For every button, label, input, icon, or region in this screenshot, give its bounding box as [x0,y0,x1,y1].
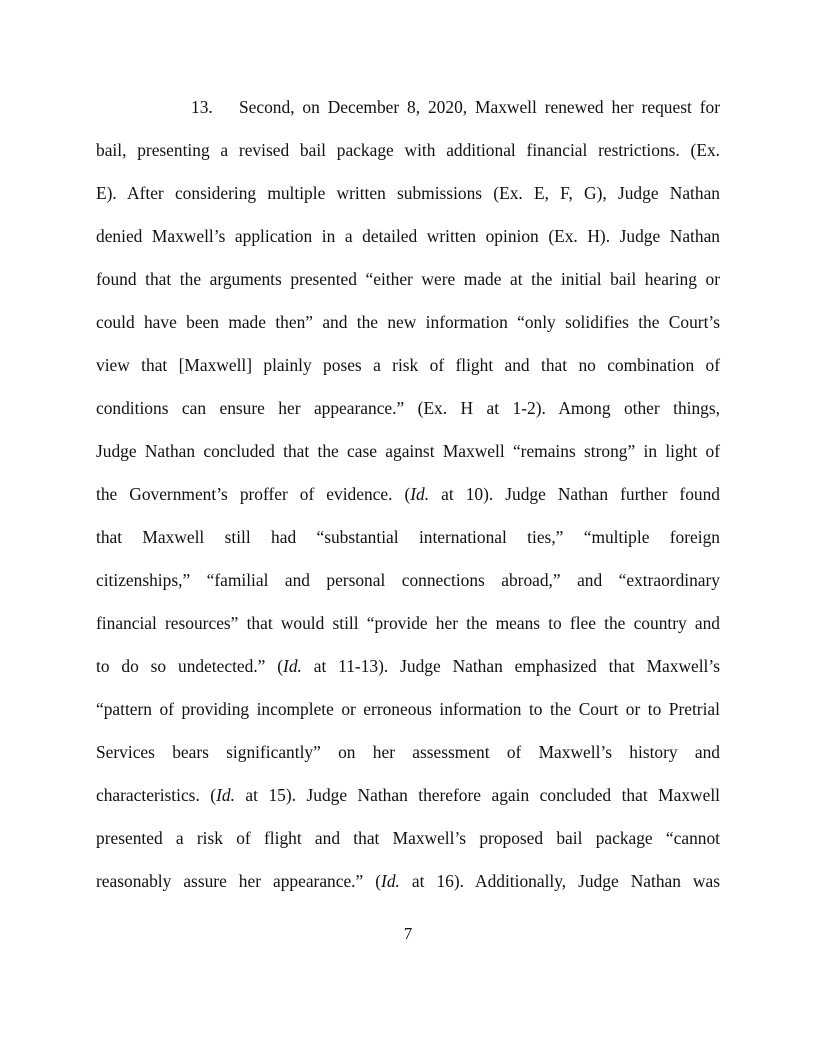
body-line-14: to do so undetected.” (Id. at 11-13). Judge Nathan emphasized that Maxwell’s [96,656,720,676]
body-line-8: conditions can ensure her appearance.” (Ex. H at 1-2). Among other things, [96,398,720,418]
paragraph-number: 13. [191,97,213,117]
body-line-4: denied Maxwell’s application in a detailed written opinion (Ex. H). Judge Nathan [96,226,720,246]
body-line-3: E). After considering multiple written submissions (Ex. E, F, G), Judge Nathan [96,183,720,203]
page-number: 7 [403,924,413,943]
body-line-7: view that [Maxwell] plainly poses a risk of flight and that no combination of [96,355,720,375]
body-line-12: citizenships,” “familial and personal connections abroad,” and “extraordinary [96,570,720,590]
body-line-13: financial resources” that would still “provide her the means to flee the country and [96,613,720,633]
body-line-19: reasonably assure her appearance.” (Id. at 16). Additionally, Judge Nathan was [96,871,720,891]
body-line-10: the Government’s proffer of evidence. (Id. at 10). Judge Nathan further found [96,484,720,504]
body-line-15: “pattern of providing incomplete or erroneous information to the Court or to Pretrial [96,699,720,719]
body-line-5: found that the arguments presented “either were made at the initial bail hearing or [96,269,720,289]
body-line-16: Services bears significantly” on her assessment of Maxwell’s history and [96,742,720,762]
body-line-18: presented a risk of flight and that Maxwell’s proposed bail package “cannot [96,828,720,848]
line-text: Second, on December 8, 2020, Maxwell renewed her request for [239,97,720,117]
body-line-9: Judge Nathan concluded that the case against Maxwell “remains strong” in light of [96,441,720,461]
body-line-2: bail, presenting a revised bail package with additional financial restrictions. (Ex. [96,140,720,160]
body-line-11: that Maxwell still had “substantial international ties,” “multiple foreign [96,527,720,547]
body-line-17: characteristics. (Id. at 15). Judge Nathan therefore again concluded that Maxwell [96,785,720,805]
body-line-1 [191,97,720,117]
body-line-6: could have been made then” and the new information “only solidifies the Court’s [96,312,720,332]
